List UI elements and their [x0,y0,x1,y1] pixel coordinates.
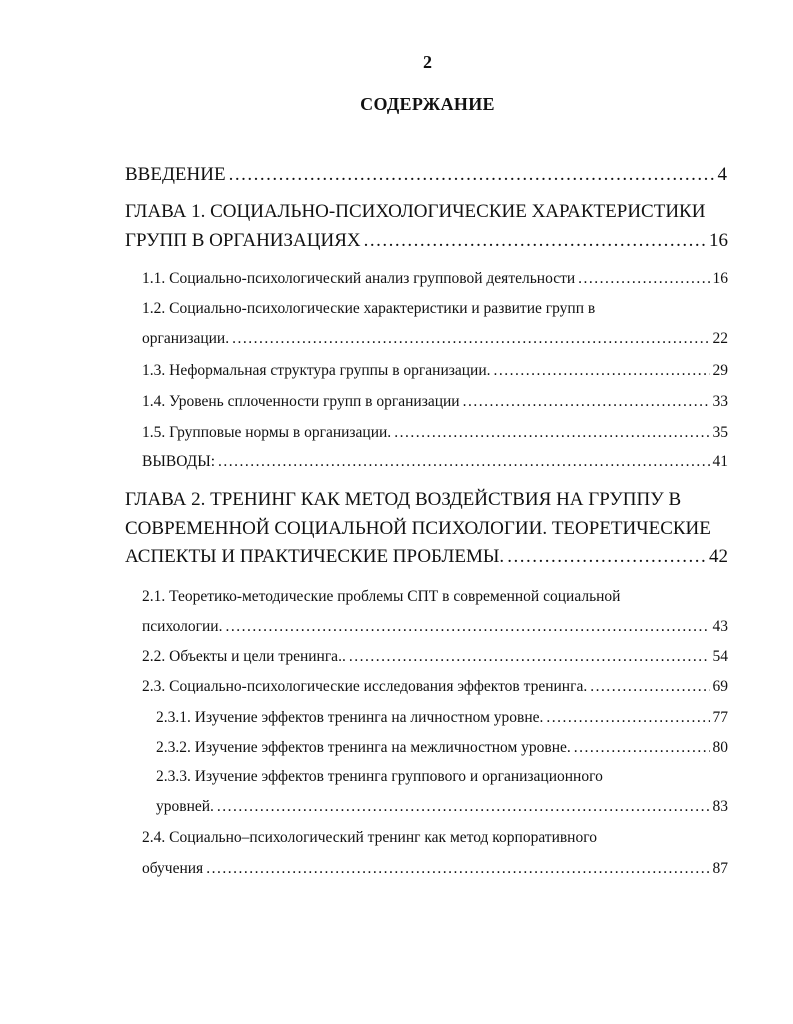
toc-page-number: 83 [712,798,728,815]
toc-leader-dots [546,709,709,728]
toc-entry-1-4[interactable] [142,393,728,412]
toc-page-number: 41 [712,453,728,470]
toc-entry-text: 2.3.2. Изучение эффектов тренинга на межличностном уровне. [156,739,571,756]
toc-page-number: 4 [717,164,727,185]
toc-page-number: 80 [712,739,728,756]
toc-entry-chapter-2[interactable] [125,546,728,569]
toc-entry-2-1-line-1[interactable]: 2.1. Теоретико-методические проблемы СПТ в современной социальной [142,588,621,605]
toc-entry-2-3[interactable] [142,678,728,697]
toc-leader-dots [229,164,715,187]
toc-entry-text: ВЫВОДЫ: [142,453,216,470]
toc-entry-2-3-1[interactable] [156,709,728,728]
toc-entry-text: уровней. [156,798,214,815]
toc-chapter-1-line-1[interactable]: ГЛАВА 1. СОЦИАЛЬНО-ПСИХОЛОГИЧЕСКИЕ ХАРАКТЕРИСТИКИ [125,201,706,222]
toc-page-number: 43 [712,618,728,635]
page-number: 2 [423,52,432,72]
toc-entry-2-4[interactable] [142,860,728,879]
toc-chapter-2-line-2[interactable]: СОВРЕМЕННОЙ СОЦИАЛЬНОЙ ПСИХОЛОГИИ. ТЕОРЕТИЧЕСКИЕ [125,518,711,539]
toc-page-number: 87 [712,860,728,877]
toc-entry-text: психологии. [142,618,223,635]
toc-page-number: 69 [712,678,728,695]
toc-entry-2-3-3[interactable] [156,798,728,817]
toc-entry-2-4-line-1[interactable]: 2.4. Социально–психологический тренинг как метод корпоративного [142,829,597,846]
toc-page-number: 22 [712,330,728,347]
toc-entry-conclusions[interactable] [142,453,728,472]
toc-leader-dots [218,453,709,472]
toc-leader-dots [206,860,709,879]
toc-entry-text: 2.3.1. Изучение эффектов тренинга на личностном уровне. [156,709,544,726]
toc-leader-dots [463,393,710,412]
toc-leader-dots [590,678,709,697]
toc-page-number: 33 [712,393,728,410]
toc-entry-2-3-3-line-1[interactable]: 2.3.3. Изучение эффектов тренинга группового и организационного [156,768,603,785]
toc-entry-text: 1.1. Социально-психологический анализ групповой деятельности [142,270,576,287]
toc-page-number: 29 [712,362,728,379]
toc-leader-dots [217,798,710,817]
toc-entry-chapter-1[interactable] [125,230,728,253]
toc-entry-1-2-line-1[interactable]: 1.2. Социально-психологические характеристики и развитие групп в [142,300,596,317]
toc-entry-1-1[interactable] [142,270,728,289]
toc-entry-text: 2.2. Объекты и цели тренинга.. [142,648,346,665]
toc-entry-2-2[interactable] [142,648,728,667]
toc-entry-2-3-2[interactable] [156,739,728,758]
toc-leader-dots [574,739,710,758]
toc-leader-dots [364,230,706,253]
toc-entry-text: 2.3. Социально-психологические исследования эффектов тренинга. [142,678,588,695]
toc-leader-dots [494,362,710,381]
toc-entry-text: обучения [142,860,204,877]
toc-page-number: 54 [712,648,728,665]
toc-entry-1-5[interactable] [142,424,728,443]
toc-entry-text: ГРУПП В ОРГАНИЗАЦИЯХ [125,230,361,251]
toc-leader-dots [394,424,709,443]
toc-page-number: 42 [709,546,728,567]
toc-page-number: 16 [709,230,728,251]
toc-leader-dots [507,546,706,569]
toc-entry-text: АСПЕКТЫ И ПРАКТИЧЕСКИЕ ПРОБЛЕМЫ. [125,546,505,567]
toc-page-number: 16 [712,270,728,287]
toc-entry-1-2[interactable] [142,330,728,349]
toc-entry-intro[interactable] [125,164,727,187]
toc-chapter-2-line-1[interactable]: ГЛАВА 2. ТРЕНИНГ КАК МЕТОД ВОЗДЕЙСТВИЯ НА ГРУППУ В [125,489,682,510]
toc-leader-dots [578,270,709,289]
toc-entry-2-1[interactable] [142,618,728,637]
toc-entry-text: ВВЕДЕНИЕ [125,164,226,185]
toc-leader-dots [225,618,709,637]
toc-page-number: 35 [712,424,728,441]
toc-entry-text: 1.5. Групповые нормы в организации. [142,424,392,441]
toc-entry-text: 1.4. Уровень сплоченности групп в организации [142,393,460,410]
toc-entry-text: организации. [142,330,230,347]
toc-leader-dots [349,648,710,667]
toc-page-number: 77 [712,709,728,726]
toc-leader-dots [232,330,709,349]
toc-entry-text: 1.3. Неформальная структура группы в организации. [142,362,491,379]
page-title: СОДЕРЖАНИЕ [360,94,495,114]
toc-entry-1-3[interactable] [142,362,728,381]
